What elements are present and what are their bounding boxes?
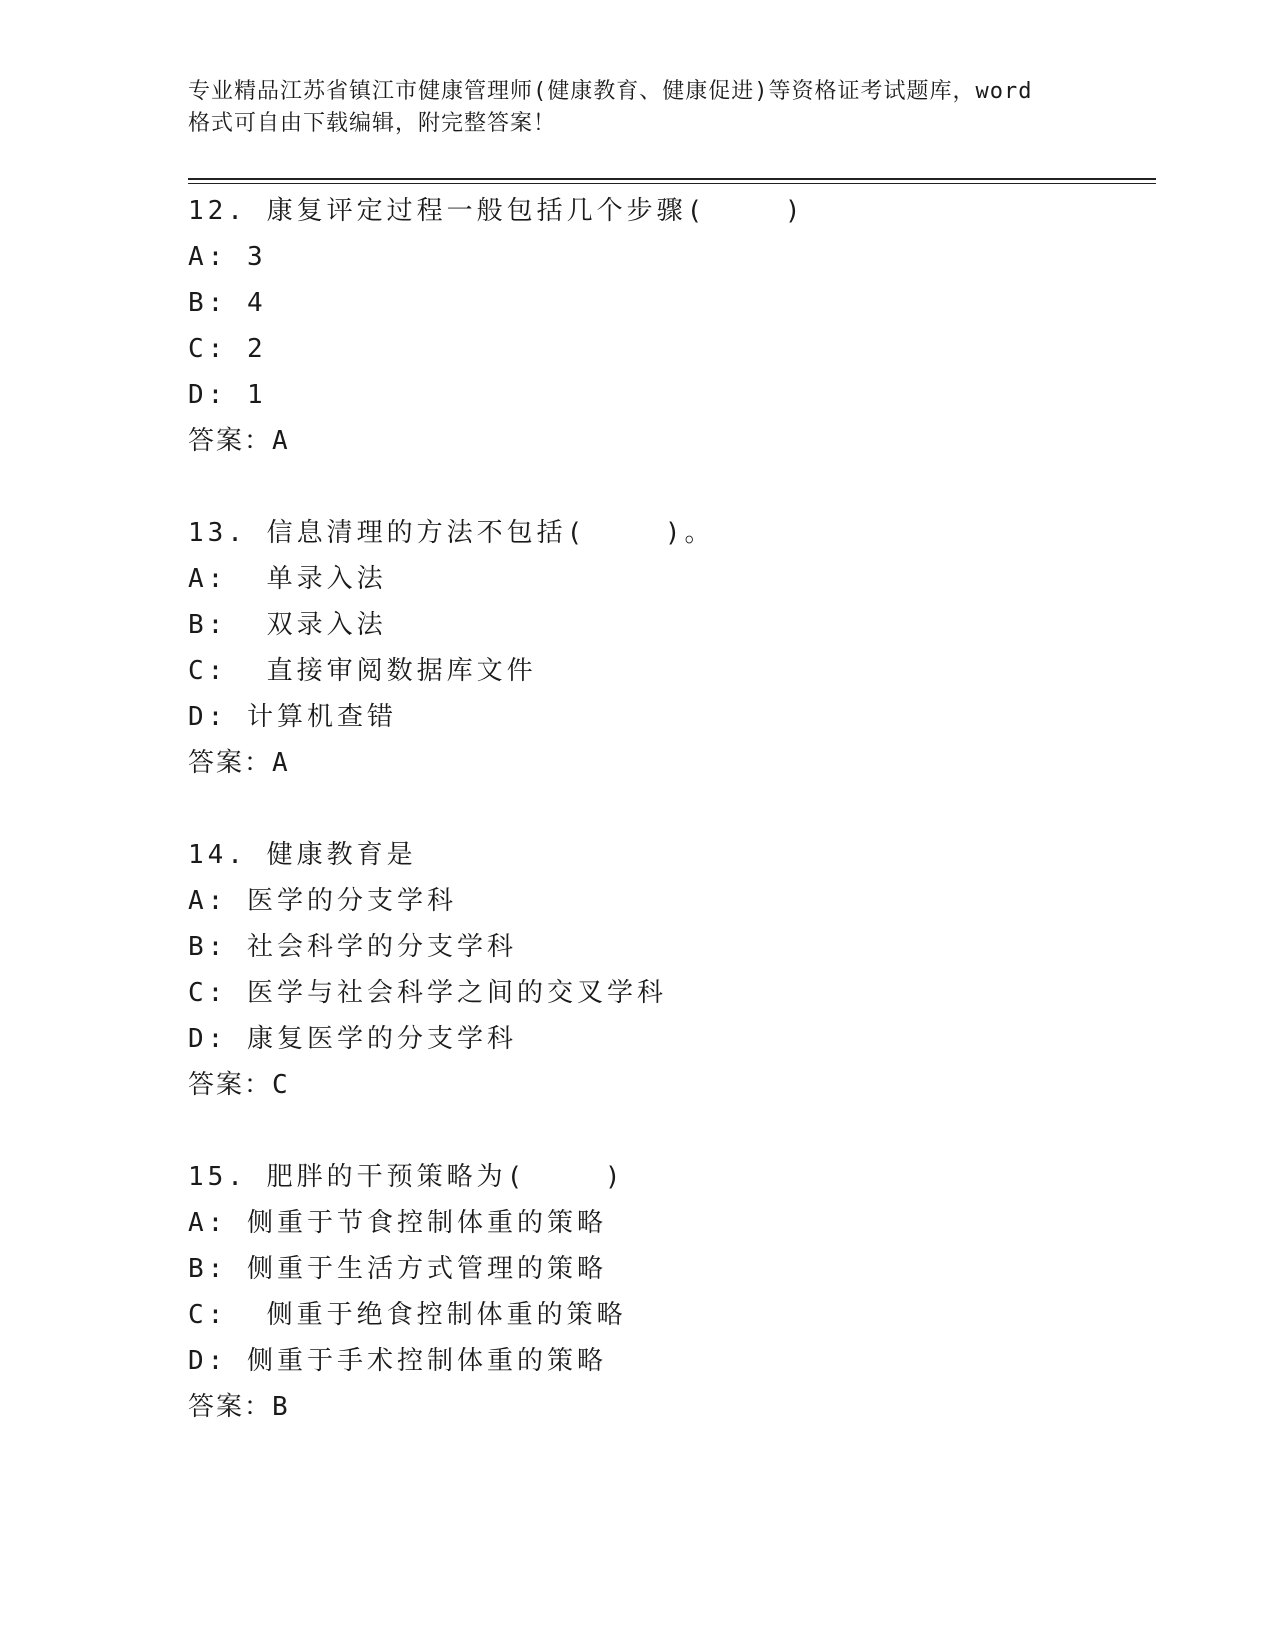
answer-label: 答案：A bbox=[188, 426, 290, 456]
question-stem: 13. 信息清理的方法不包括( )。 bbox=[188, 518, 715, 548]
question-15 bbox=[188, 1154, 1148, 1430]
option-a: A: 侧重于节食控制体重的策略 bbox=[188, 1208, 607, 1238]
option-a: A: 3 bbox=[188, 242, 267, 272]
answer-label: 答案：C bbox=[188, 1070, 290, 1100]
option-b: B: 双录入法 bbox=[188, 610, 387, 640]
question-14 bbox=[188, 832, 1148, 1108]
answer-label: 答案：A bbox=[188, 748, 290, 778]
option-c: C: 医学与社会科学之间的交叉学科 bbox=[188, 978, 667, 1008]
option-b: B: 4 bbox=[188, 288, 267, 318]
header-divider-thin bbox=[188, 183, 1156, 184]
option-c: C: 侧重于绝食控制体重的策略 bbox=[188, 1300, 627, 1330]
option-d: D: 侧重于手术控制体重的策略 bbox=[188, 1346, 607, 1376]
answer-label: 答案：B bbox=[188, 1392, 290, 1422]
question-13 bbox=[188, 510, 1148, 786]
document-header bbox=[188, 76, 1088, 140]
header-divider-thick bbox=[188, 178, 1156, 180]
option-a: A: 医学的分支学科 bbox=[188, 886, 457, 916]
option-c: C: 2 bbox=[188, 334, 267, 364]
header-line-2: 格式可自由下载编辑，附完整答案！ bbox=[188, 111, 557, 136]
option-a: A: 单录入法 bbox=[188, 564, 387, 594]
header-line-1: 专业精品江苏省镇江市健康管理师(健康教育、健康促进)等资格证考试题库，word bbox=[188, 79, 1033, 104]
question-stem: 12. 康复评定过程一般包括几个步骤( ) bbox=[188, 196, 805, 226]
option-b: B: 社会科学的分支学科 bbox=[188, 932, 517, 962]
question-list bbox=[188, 188, 1148, 1476]
option-d: D: 康复医学的分支学科 bbox=[188, 1024, 517, 1054]
question-stem: 14. 健康教育是 bbox=[188, 840, 417, 870]
option-d: D: 1 bbox=[188, 380, 267, 410]
option-b: B: 侧重于生活方式管理的策略 bbox=[188, 1254, 607, 1284]
option-c: C: 直接审阅数据库文件 bbox=[188, 656, 537, 686]
option-d: D: 计算机查错 bbox=[188, 702, 397, 732]
question-stem: 15. 肥胖的干预策略为( ) bbox=[188, 1162, 625, 1192]
question-12 bbox=[188, 188, 1148, 464]
